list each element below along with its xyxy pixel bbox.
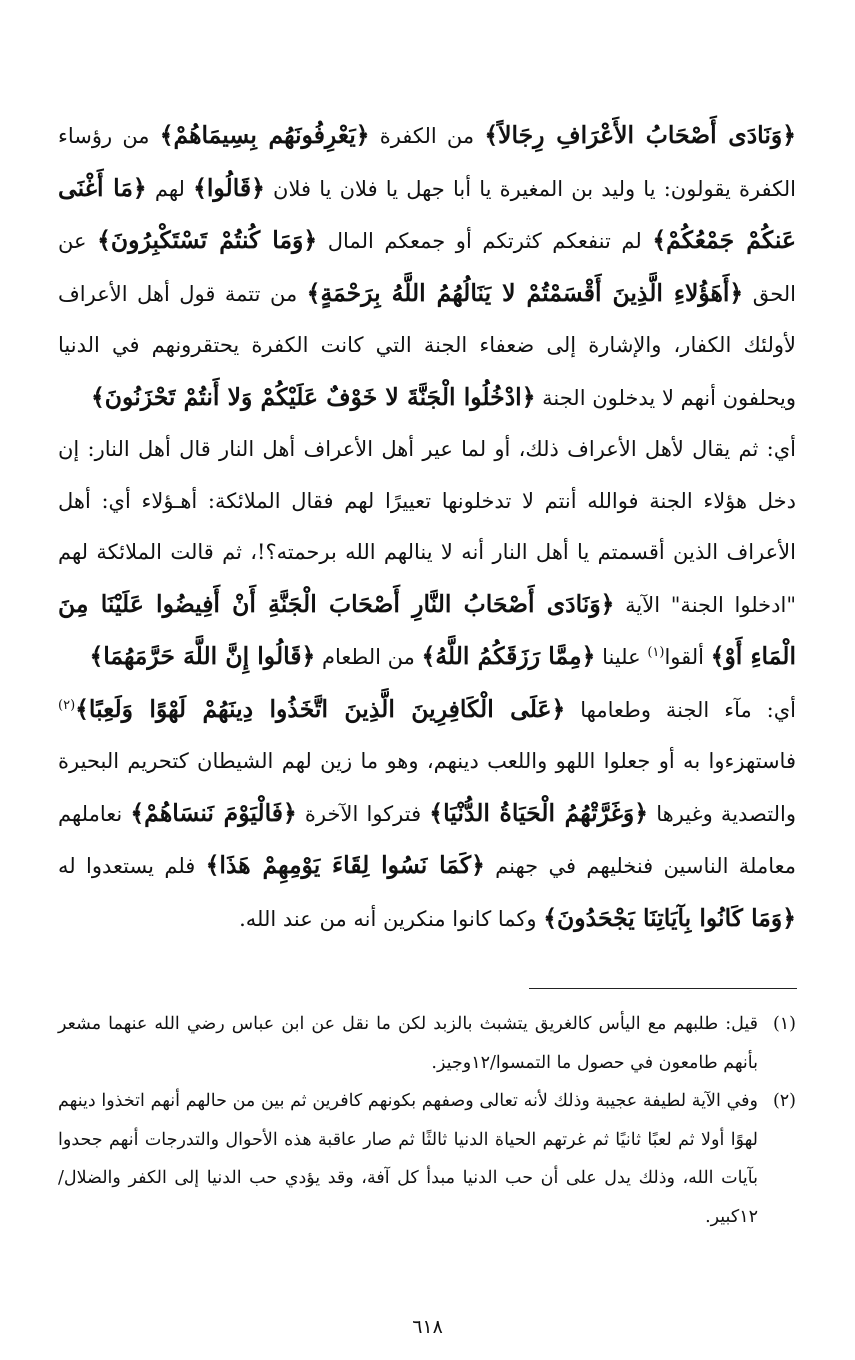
commentary-text: نعاملهم معاملة الناسين فنخليهم في جهنم bbox=[58, 801, 796, 878]
commentary-text: وكما كانوا منكرين أنه من عند الله. bbox=[239, 906, 544, 931]
quran-verse: ﴿وَنَادَى أَصْحَابُ الأَعْرَافِ رِجَالاً﴾ bbox=[484, 121, 796, 149]
paragraph bbox=[58, 684, 796, 946]
quran-verse: ﴿مَا أَغْنَى عَنكُمْ جَمْعُكُمْ﴾ bbox=[58, 173, 797, 254]
commentary-text: من رؤساء الكفرة يقولون: يا وليد بن المغيرة يا أبا جهل يا فلان يا فلان bbox=[58, 124, 797, 201]
commentary-text: من الطعام bbox=[315, 645, 422, 669]
quran-verse: ﴿قَالُوا﴾ bbox=[193, 173, 265, 202]
quran-verse: ﴿أَهَؤُلاءِ الَّذِينَ أَقْسَمْتُمْ لا يَنَالُهُمُ اللَّهُ بِرَحْمَةٍ﴾ bbox=[306, 278, 744, 307]
main-text bbox=[58, 110, 796, 945]
commentary-text: من تتمة قول أهل الأعراف لأولئك الكفار، والإشارة إلى ضعفاء الجنة التي كانت الكفرة يحتقرونهم في الدنيا ويحلفون أنهم لا يدخلون الجنة bbox=[58, 281, 796, 410]
commentary-text: عن الحق bbox=[58, 229, 796, 306]
commentary-text: أي: مآء الجنة وطعامها bbox=[565, 697, 796, 722]
footnote-text: وفي الآية لطيفة عجيبة وذلك لأنه تعالى وصفهم بكونهم كافرين ثم بين من حالهم أنهم اتخذوا دينهم لهوًا أولا ثم لعبًا ثانيًا ثم غرتهم الحياة الدنيا ثالثًا ثم صار عاقبة هذه الأحوال والتدرجات أنهم جحدوا بآيات الله، وذلك يدل على أن حب الدنيا مبدأ كل آفة، وقد يؤدي حب الدنيا إلى الكفر والضلال/١٢كبير. bbox=[58, 1091, 758, 1227]
commentary-text: لهم bbox=[146, 176, 194, 201]
page-number: ٦١٨ bbox=[412, 1316, 443, 1338]
footnote-separator bbox=[529, 988, 797, 989]
commentary-text: علينا bbox=[595, 645, 648, 669]
quran-verse: ﴿كَمَا نَسُوا لِقَاءَ يَوْمِهِمْ هَذَا﴾ bbox=[205, 851, 485, 879]
paragraph bbox=[58, 424, 796, 684]
footnote-text: قيل: طلبهم مع اليأس كالغريق يتشبث بالزبد لكن ما نقل عن ابن عباس رضي الله عنهما مشعر بأنهم طامعون في حصول ما التمسوا/١٢وجيز. bbox=[58, 1014, 758, 1073]
commentary-text: فاستهزءوا به أو جعلوا اللهو واللعب دينهم، وهو ما زين لهم الشيطان كتحريم البحيرة والتصدية وغيرها bbox=[58, 749, 796, 826]
footnote-ref[interactable]: (٢) bbox=[58, 697, 76, 713]
quran-verse: ﴿قَالُوا إِنَّ اللَّهَ حَرَّمَهُمَا﴾ bbox=[89, 642, 316, 670]
quran-verse: ﴿وَغَرَّتْهُمُ الْحَيَاةُ الدُّنْيَا﴾ bbox=[429, 798, 649, 827]
quran-verse: ﴿يَعْرِفُونَهُم بِسِيمَاهُمْ﴾ bbox=[159, 121, 370, 149]
quran-verse: ﴿وَنَادَى أَصْحَابُ النَّارِ أَصْحَابَ الْجَنَّةِ أَنْ أَفِيضُوا عَلَيْنَا مِنَ الْمَاءِ أَوْ﴾ bbox=[58, 589, 796, 670]
footnote-ref[interactable]: (١) bbox=[647, 645, 665, 660]
footnote-number: (١) bbox=[772, 1014, 796, 1034]
quran-verse: ﴿عَلَى الْكَافِرِينَ الَّذِينَ اتَّخَذُوا دِينَهُمْ لَهْوًا وَلَعِبًا﴾ bbox=[75, 694, 566, 723]
quran-verse: ﴿وَمَا كَانُوا بِآيَاتِنَا يَجْحَدُونَ﴾ bbox=[543, 903, 796, 932]
quran-verse: ﴿مِمَّا رَزَقَكُمُ اللَّهُ﴾ bbox=[421, 642, 596, 670]
footnote-number: (٢) bbox=[772, 1091, 796, 1111]
commentary-text: فتركوا الآخرة bbox=[296, 801, 430, 826]
footnote bbox=[58, 1082, 796, 1236]
footnotes bbox=[58, 1005, 796, 1236]
commentary-text: لم تنفعكم كثرتكم أو جمعكم المال bbox=[317, 229, 653, 253]
commentary-text: من الكفرة bbox=[369, 124, 485, 148]
commentary-text: أي: ثم يقال لأهل الأعراف ذلك، أو لما عير أهل الأعراف أهل النار قال أهل النار: إن دخل هؤلاء الجنة فوالله أنتم لا تدخلونها تعييرًا لهم فقال الملائكة: أهـؤلاء أي: أهل الأعراف الذين أقسمتم يا أهل النار أنه لا ينالهم الله برحمته؟!، ثم قالت الملائكة لهم "ادخلوا الجنة" الآية bbox=[58, 437, 796, 617]
paragraph bbox=[58, 110, 796, 424]
commentary-text: ألقوا bbox=[664, 645, 711, 669]
quran-verse: ﴿ادْخُلُوا الْجَنَّةَ لا خَوْفٌ عَلَيْكُمْ وَلا أَنتُمْ تَحْزَنُونَ﴾ bbox=[91, 382, 536, 411]
footnote bbox=[58, 1005, 796, 1082]
quran-verse: ﴿فَالْيَوْمَ نَنسَاهُمْ﴾ bbox=[130, 798, 297, 827]
commentary-text: فلم يستعدوا له bbox=[58, 854, 206, 878]
quran-verse: ﴿وَمَا كُنتُمْ تَسْتَكْبِرُونَ﴾ bbox=[97, 226, 318, 254]
